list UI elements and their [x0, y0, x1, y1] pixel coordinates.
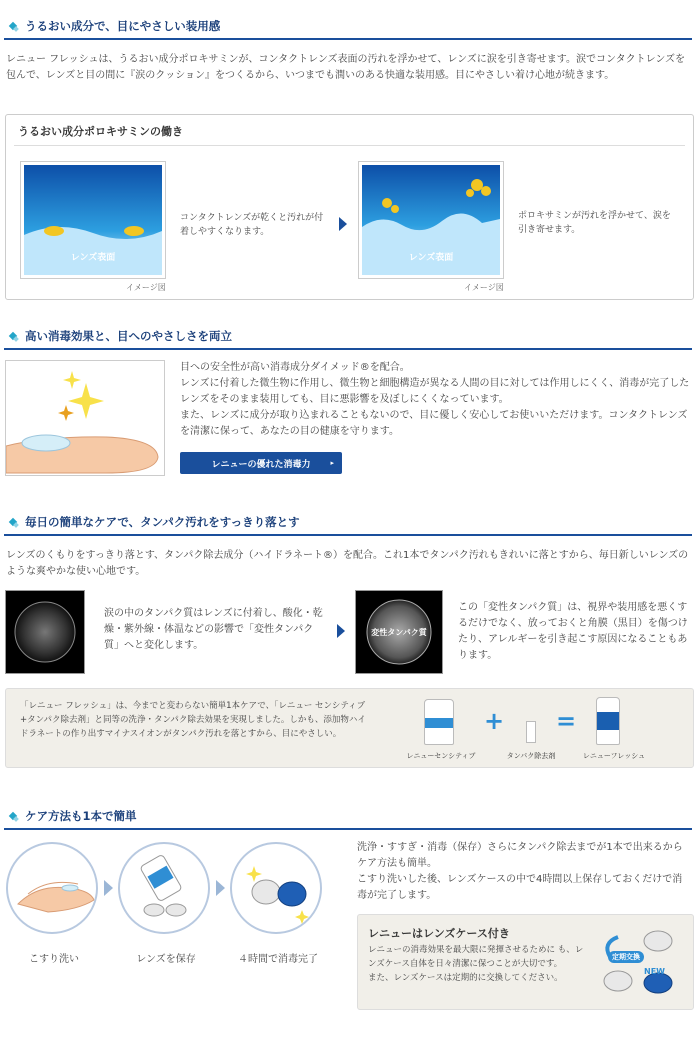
protein-description: レンズのくもりをすっきり落とす、タンパク除去成分（ハイドラネート®）を配合。これ1本でタンパク汚れもきれいに落とすから、毎日新しいレンズのような爽やかな使い心地です。 — [6, 550, 689, 577]
renu-comparison-box — [5, 688, 694, 768]
divider — [14, 145, 685, 146]
denatured-protein-image — [355, 590, 443, 674]
lens-case-title: レニューはレンズケース付き — [368, 927, 510, 940]
arrow-right-icon — [337, 624, 345, 638]
bottle-fresh-icon — [596, 697, 620, 745]
section-heading: うるおい成分で、目にやさしい装用感 — [25, 19, 221, 33]
step-arrow-icon — [216, 880, 225, 896]
poloxamine-caption: ポロキサミンが汚れを浮かせて、涙を引き寄せます。 — [518, 211, 671, 235]
product-name: レニューセンシティブ — [406, 752, 476, 760]
lens-surface-label: レンズ表面 — [408, 253, 454, 263]
section-heading: 毎日の簡単なケアで、タンパク汚れをすっきり落とす — [25, 515, 300, 529]
disinfection-text: 目への安全性が高い消毒成分ダイメッド®を配合。 レンズに付着した微生物に作用し、微生物と細胞構造が異なる人間の目に対しては作用しにくく、消毒が完了したレンズをそのまま装用しても、目に悪影響を及ぼしにくくなっています。 また、レンズに成分が取り込まれることもないので、目に優しく安心してお使いいただけます。コンタクトレンズを清潔に保って、あなたの目の健康を守ります。 — [180, 362, 690, 437]
diamond-bullet-icon — [8, 811, 19, 822]
step-label: こすり洗い — [29, 954, 79, 965]
product-name: レニューフレッシュ — [582, 752, 646, 760]
step-arrow-icon — [104, 880, 113, 896]
denatured-protein-caption: この「変性タンパク質」は、視界や装用感を悪くするだけでなく、放っておくと角膜（黒目）を傷つけたり、アレルギーを引き起こす原因になることもあります。 — [458, 602, 688, 661]
product-name: タンパク除去剤 — [506, 752, 556, 760]
section-title-care — [4, 804, 692, 830]
lens-surface-label: レンズ表面 — [70, 253, 116, 263]
lens-case-illustration — [598, 923, 688, 1003]
dry-lens-caption: コンタクトレンズが乾くと汚れが付着しやすくなります。 — [180, 213, 324, 237]
new-badge: NEW — [644, 967, 665, 976]
diamond-bullet-icon — [8, 517, 19, 528]
chevron-right-icon: ▸ — [330, 459, 334, 467]
lens-dark-image — [5, 590, 85, 674]
protein-remover-icon — [526, 721, 536, 743]
bottle-sensitive-icon — [424, 699, 454, 745]
diamond-bullet-icon — [8, 21, 19, 32]
section-title-disinfection — [4, 324, 692, 350]
step-label: ４時間で消毒完了 — [238, 954, 318, 965]
bottle-label — [425, 718, 453, 728]
comparison-text: 「レニュー フレッシュ」は、今までと変わらない簡単1本ケアで、「レニュー センシティブ+タンパク除去剤」と同等の洗浄・タンパク除去効果を実現しました。しかも、添加物ハイドラネートの作り出すマイナスイオンがタンパク汚れを落とすから、目にやさしい。 — [20, 701, 366, 739]
section-title-moisture — [4, 14, 692, 40]
disinfection-description — [180, 360, 692, 440]
section-heading: ケア方法も1本で簡単 — [25, 809, 137, 823]
rub-wash-image — [6, 842, 98, 934]
step-label: レンズを保存 — [136, 954, 196, 965]
protein-attach-caption: 涙の中のタンパク質はレンズに付着し、酸化・乾燥・紫外線・体温などの影響で「変性タンパク質」へと変化します。 — [104, 608, 323, 651]
equals-icon: = — [556, 707, 577, 735]
lens-case-box — [357, 914, 694, 1010]
plus-icon: + — [484, 707, 505, 735]
regular-replacement-badge: 定期交換 — [608, 951, 644, 963]
lens-surface-image-2 — [358, 161, 504, 279]
finger-lens-image — [5, 360, 165, 476]
denatured-protein-label: 変性タンパク質 — [371, 628, 427, 637]
diamond-bullet-icon — [8, 331, 19, 342]
disinfection-power-button[interactable] — [180, 452, 342, 474]
lens-surface-image-1 — [20, 161, 166, 279]
section-title-protein — [4, 510, 692, 536]
moisture-description: レニュー フレッシュは、うるおい成分ポロキサミンが、コンタクトレンズ表面の汚れを浮かせて、レンズに涙を引き寄せます。涙でコンタクトレンズを包んで、レンズと目の間に『涙のクッション』をつくるから、いつまでも潤いのある快適な装用感。目にやさしい着け心地が続きます。 — [6, 54, 686, 81]
button-label: レニューの優れた消毒力 — [211, 459, 311, 470]
store-lens-image — [118, 842, 210, 934]
box-title: うるおい成分ポロキサミンの働き — [18, 125, 183, 138]
section-heading: 高い消毒効果と、目へのやさしさを両立 — [25, 329, 232, 343]
lens-case-text: レニューの消毒効果を最大限に発揮させるために も、レンズケース自体を日々清潔に保つことが大切です。 また、レンズケースは定期的に交換してください。 — [368, 945, 584, 983]
bottle-label — [597, 712, 619, 730]
image-note: イメージ図 — [126, 283, 166, 292]
poloxamine-box — [5, 114, 694, 300]
care-description: 洗浄・すすぎ・消毒（保存）さらにタンパク除去までが1本で出来るからケア方法も簡単。 こすり洗いした後、レンズケースの中で4時間以上保存しておくだけで消毒が完了します。 — [357, 842, 683, 901]
disinfected-case-image — [230, 842, 322, 934]
image-note: イメージ図 — [464, 283, 504, 292]
arrow-right-icon — [339, 217, 347, 231]
